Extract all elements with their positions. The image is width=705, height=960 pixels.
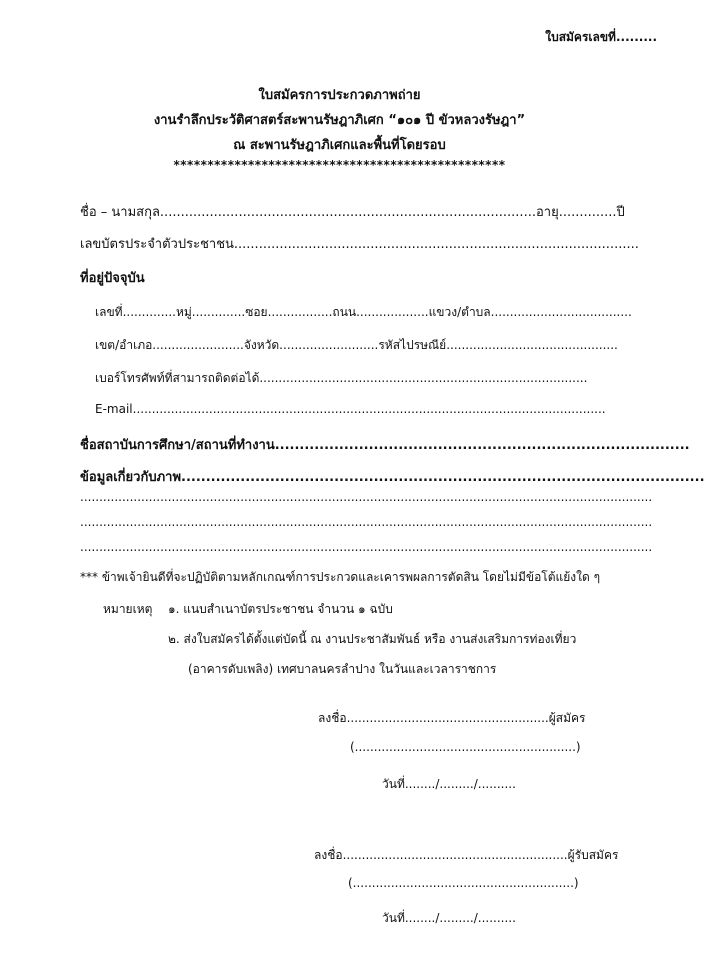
phone-field[interactable]: เบอร์โทรศัพท์ที่สามารถติดต่อได้...................................................................................... [95,371,588,385]
applicant-signature-field[interactable]: ลงชื่อ.....................................................ผู้สมัคร [318,711,586,725]
address-row-1-field[interactable]: เลขที่..............หมู่..............ซอย.................ถนน...................แขวง/ตำบล..................................... [95,305,632,319]
note-item-2-continued: (อาคารดับเพลิง) เทศบาลนครลำปาง ในวันและเวลาราชการ [188,662,497,676]
photo-info-line-2[interactable]: ...................................................................................................................................................... [80,515,653,529]
title-line-3: ณ สะพานรัษฎาภิเศกและพื้นที่โดยรอบ [233,138,446,153]
title-divider: ************************************************* [173,158,506,172]
receiver-signature-field[interactable]: ลงชื่อ...........................................................ผู้รับสมัคร [314,848,619,862]
photo-info-line-1[interactable]: ...................................................................................................................................................... [80,490,653,504]
consent-statement: *** ข้าพเจ้ายินดีที่จะปฏิบัติตามหลักเกณฑ์การประกวดและเคารพผลการตัดสิน โดยไม่มีข้อโต้แย้งใด ๆ [80,570,601,584]
applicant-name-field[interactable]: (..........................................................) [350,740,581,754]
note-item-1: ๑. แนบสำเนาบัตรประชาชน จำนวน ๑ ฉบับ [168,602,393,616]
photo-info-line-3[interactable]: ...................................................................................................................................................... [80,540,653,554]
receiver-name-field[interactable]: (..........................................................) [348,876,579,890]
name-age-field[interactable]: ชื่อ – นามสกุล...........................................................................................อายุ..............ปี [80,205,625,220]
notes-label: หมายเหตุ [103,602,153,616]
email-field[interactable]: E-mail............................................................................................................................ [95,402,606,416]
title-line-1: ใบสมัครการประกวดภาพถ่าย [258,88,421,103]
applicant-date-field[interactable]: วันที่......../........./.......... [382,777,516,791]
institution-field[interactable]: ชื่อสถาบันการศึกษา/สถานที่ทำงาน.................................................................................... [80,438,690,453]
photo-info-field[interactable]: ข้อมูลเกี่ยวกับภาพ.......................................................................................................... [80,470,705,485]
title-line-2: งานรำลึกประวัติศาสตร์สะพานรัษฎาภิเศก “๑๐๑ ปี ขัวหลวงรัษฎา” [153,113,526,128]
form-number: ใบสมัครเลขที่......... [545,30,657,44]
national-id-field[interactable]: เลขบัตรประจำตัวประชาชน.................................................................................................. [80,237,639,252]
address-heading: ที่อยู่ปัจจุบัน [80,271,145,286]
receiver-date-field[interactable]: วันที่......../........./.......... [382,911,516,925]
address-row-2-field[interactable]: เขต/อำเภอ........................จังหวัด..........................รหัสไปรษณีย์............................................. [95,338,618,352]
note-item-2: ๒. ส่งใบสมัครได้ตั้งแต่บัดนี้ ณ งานประชาสัมพันธ์ หรือ งานส่งเสริมการท่องเที่ยว [168,632,577,646]
